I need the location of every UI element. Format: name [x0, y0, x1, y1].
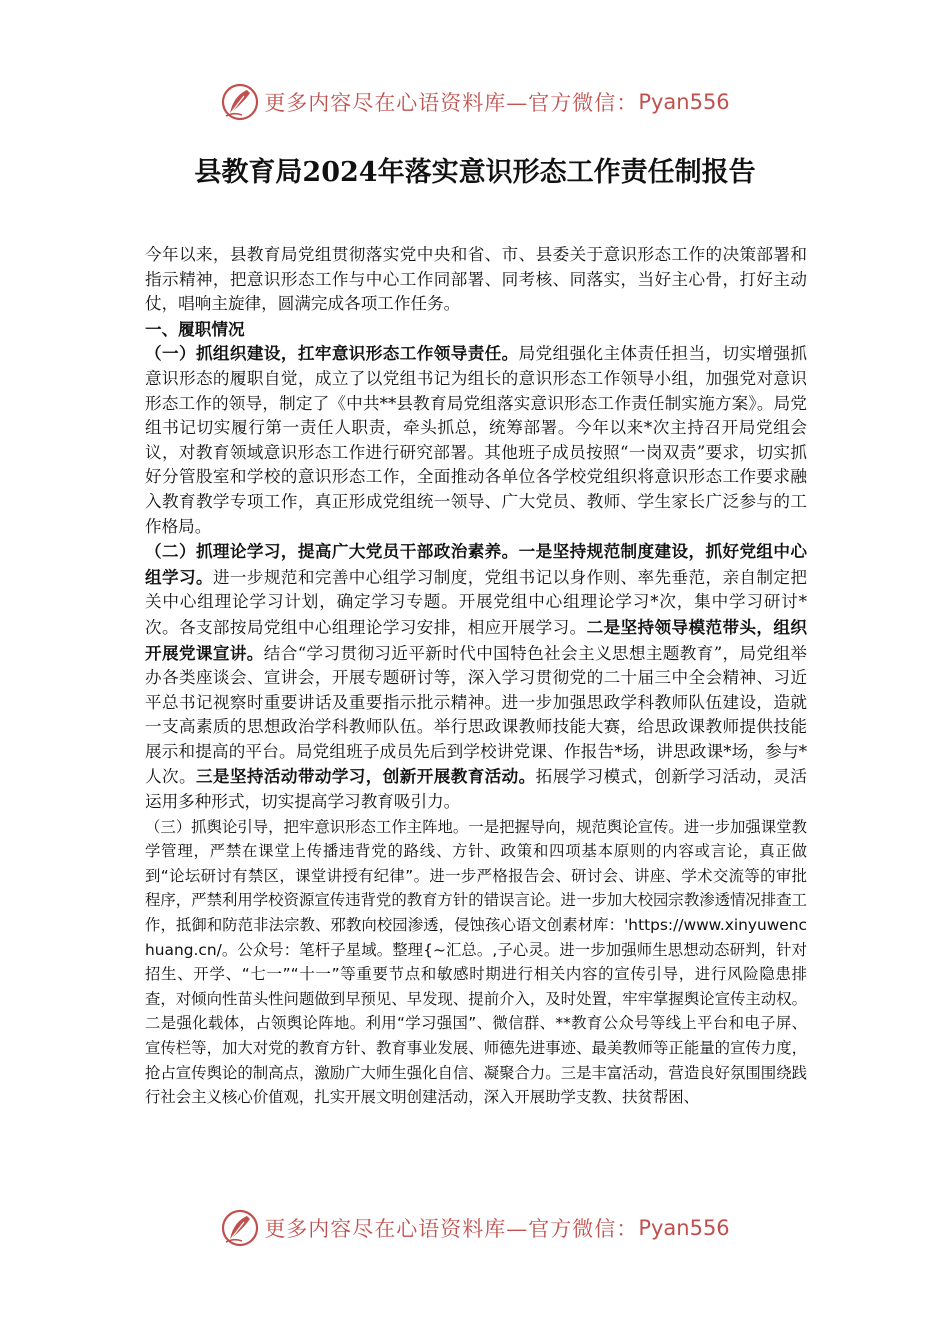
document-title: 县教育局2024年落实意识形态工作责任制报告	[194, 157, 756, 188]
watermark-banner-top	[0, 80, 950, 124]
paragraph-theory-point-2: 二是坚持领导模范带头，组织开展党课宣讲。	[145, 616, 807, 663]
paragraph-theory-study	[145, 539, 807, 815]
feather-pen-logo-icon	[220, 82, 260, 122]
document-body	[145, 243, 807, 1110]
watermark-text: 更多内容尽在心语资料库—官方微信：	[264, 91, 639, 115]
paragraph-organization-heading: （一）抓组织建设，扛牢意识形态工作领导责任。	[145, 343, 519, 364]
paragraph-public-opinion: （三）抓舆论引导，把牢意识形态工作主阵地。一是把握导向，规范舆论宣传。进一步加强课堂教学管理，严禁在课堂上传播违背党的路线、方针、政策和四项基本原则的内容或言论，真正做到“论坛研讨有禁区，课堂讲授有纪律”。进一步严格报告会、研讨会、讲座、学术交流等的审批程序，严禁利用学校资源宣传违背党的教育方针的错误言论。进一步加大校园宗教渗透情况排查工作，抵御和防范非法宗教、邪教向校园渗透，侵蚀孩心语文创素材库：'https://www.xinyuwenchuang.cn/。公众号：笔杆子星域。整理{~汇总。,子心灵。进一步加强师生思想动态研判，针对招生、开学、“七一”“十一”等重要节点和敏感时期进行相关内容的宣传引导，进行风险隐患排查，对倾向性苗头性问题做到早预见、早发现、提前介入，及时处置，牢牢掌握舆论宣传主动权。二是强化载体，占领舆论阵地。利用“学习强国”、微信群、**教育公众号等线上平台和电子屏、宣传栏等，加大对党的教育方针、教育事业发展、师德先进事迹、最美教师等正能量的宣传力度，抢占宣传舆论的制高点，激励广大师生强化自信、凝聚合力。三是丰富活动，营造良好氛围围绕践行社会主义核心价值观，扎实开展文明创建活动，深入开展助学支教、扶贫帮困、	[145, 817, 807, 1107]
watermark-banner-bottom	[0, 1206, 950, 1250]
watermark-text: 更多内容尽在心语资料库—官方微信：	[264, 1217, 639, 1241]
paragraph-theory-text-2: 结合“学习贯彻习近平新时代中国特色社会主义思想主题教育”，局党组举办各类座谈会、宣讲会，开展专题研讨等，深入学习贯彻党的二十届三中全会精神、习近平总书记视察时重要讲话及重要指示批示精神。进一步加强思政学科教师队伍建设，造就一支高素质的思想政治学科教师队伍。举行思政课教师技能大赛，给思政课教师提供技能展示和提高的平台。局党组班子成员先后到学校讲党课、作报告*场，讲思政课*场，参与*人次。	[145, 643, 808, 787]
paragraph-theory-point-3: 三是坚持活动带动学习，创新开展教育活动。	[195, 766, 536, 787]
paragraph-organization	[145, 341, 807, 539]
watermark-wechat-id: Pyan556	[638, 1216, 730, 1240]
watermark-wechat-id: Pyan556	[638, 90, 730, 114]
paragraph-organization-text: 局党组强化主体责任担当，切实增强抓意识形态的履职自觉，成立了以党组书记为组长的意识形态工作领导小组，加强党对意识形态工作的领导，制定了《中共**县教育局党组落实意识形态工作责任制实施方案》。局党组书记切实履行第一责任人职责，牵头抓总，统筹部署。今年以来*次主持召开局党组会议，对教育领域意识形态工作进行研究部署。其他班子成员按照“一岗双责”要求，切实抓好分管股室和学校的意识形态工作，全面推动各单位各学校党组织将意识形态工作要求融入教育教学专项工作，真正形成党组统一领导、广大党员、教师、学生家长广泛参与的工作格局。	[145, 344, 807, 536]
section-heading: 一、履职情况	[145, 318, 245, 339]
paragraph-theory-text-3: 拓展学习模式，创新学习活动，灵活运用多种形式，切实提高学习教育吸引力。	[145, 767, 807, 812]
intro-paragraph: 今年以来，县教育局党组贯彻落实党中央和省、市、县委关于意识形态工作的决策部署和指示精神，把意识形态工作与中心工作同部署、同考核、同落实，当好主心骨，打好主动仗，唱响主旋律，圆满完成各项工作任务。	[145, 245, 807, 314]
paragraph-theory-text-1: 进一步规范和完善中心组学习制度，党组书记以身作则、率先垂范，亲自制定把关中心组理论学习计划，确定学习专题。开展党组中心组理论学习*次，集中学习研讨*次。各支部按局党组中心组理论学习安排，相应开展学习。	[145, 567, 807, 637]
paragraph-theory-heading: （二）抓理论学习，提高广大党员干部政治素养。一是坚持规范制度建设，抓好党组中心组学习。	[145, 541, 807, 587]
feather-pen-logo-icon	[220, 1208, 260, 1248]
